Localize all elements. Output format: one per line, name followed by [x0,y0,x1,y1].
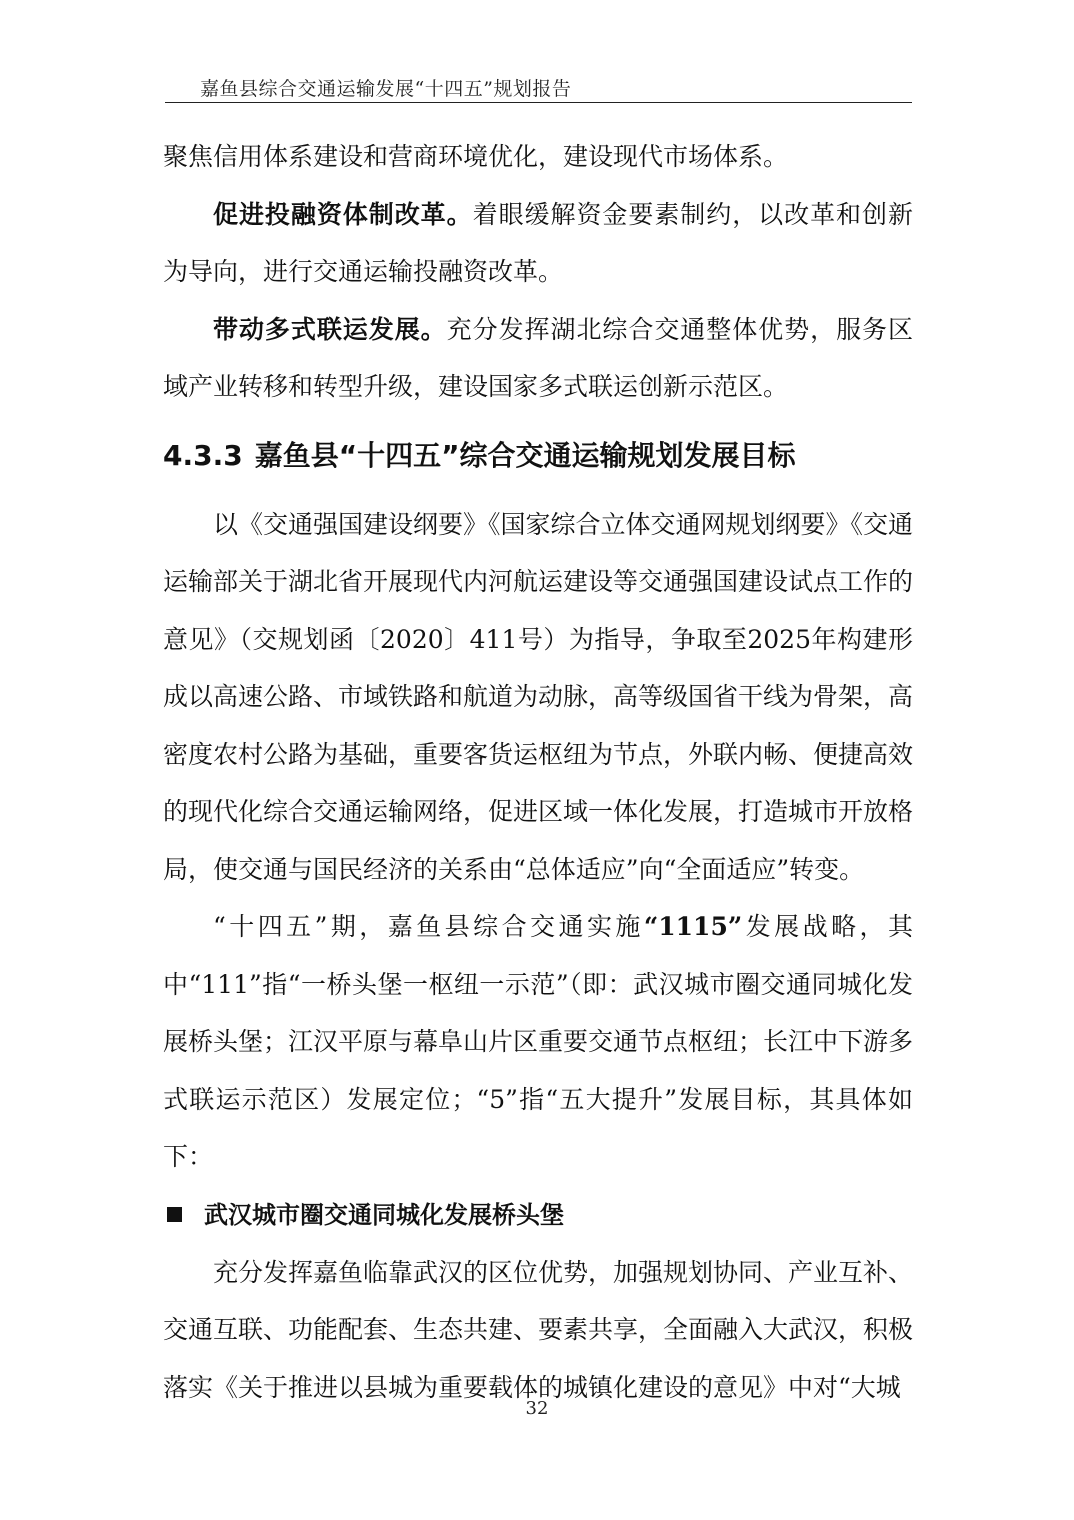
paragraph-5-strategy: “1115” [643,912,743,941]
paragraph-2-text: 着眼缓解资金要素制约，以改革和创新为导向，进行交通运输投融资改革。 [163,199,913,286]
paragraph-2 [163,186,913,301]
page-header [165,74,912,103]
paragraph-3-text: 充分发挥湖北综合交通整体优势，服务区域产业转移和转型升级，建设国家多式联运创新示范区。 [163,314,913,401]
document-body [163,128,913,1416]
section-title: 嘉鱼县“十四五”综合交通运输规划发展目标 [254,438,796,472]
paragraph-5-rest: 发展战略，其中“111”指“一桥头堡一枢纽一示范”（即：武汉城市圈交通同城化发展桥头堡；江汉平原与幕阜山片区重要交通节点枢纽；长江中下游多式联运示范区）发展定位；“5”指“五大提升”发展目标，其具体如下： [163,912,914,1171]
square-bullet-icon [167,1207,182,1222]
paragraph-3 [163,301,913,416]
paragraph-6: 充分发挥嘉鱼临靠武汉的区位优势，加强规划协同、产业互补、交通互联、功能配套、生态共建、要素共享，全面融入大武汉，积极落实《关于推进以县城为重要载体的城镇化建设的意见》中对“大城 [163,1257,914,1402]
header-title: 嘉鱼县综合交通运输发展“十四五”规划报告 [200,78,572,100]
paragraph-1: 聚焦信用体系建设和营商环境优化，建设现代市场体系。 [163,142,789,171]
paragraph-5 [163,898,913,1186]
bullet-heading [163,1186,913,1244]
page-number: 32 [525,1398,549,1419]
section-heading [163,430,913,482]
paragraph-3-lead: 带动多式联运发展。 [213,314,447,344]
bullet-heading-label: 武汉城市圈交通同城化发展桥头堡 [204,1200,564,1229]
paragraph-4: 以《交通强国建设纲要》《国家综合立体交通网规划纲要》《交通运输部关于湖北省开展现代内河航运建设等交通强国建设试点工作的意见》（交规划函〔2020〕411号）为指导，争取至2025年构建形成以高速公路、市域铁路和航道为动脉，高等级国省干线为骨架，高密度农村公路为基础，重要客货运枢纽为节点，外联内畅、便捷高效的现代化综合交通运输网络，促进区域一体化发展，打造城市开放格局，使交通与国民经济的关系由“总体适应”向“全面适应”转变。 [163,509,914,884]
paragraph-2-lead: 促进投融资体制改革。 [213,199,473,229]
paragraph-5-start: “十四五”期，嘉鱼县综合交通实施 [213,912,644,941]
section-number: 4.3.3 [163,438,243,472]
